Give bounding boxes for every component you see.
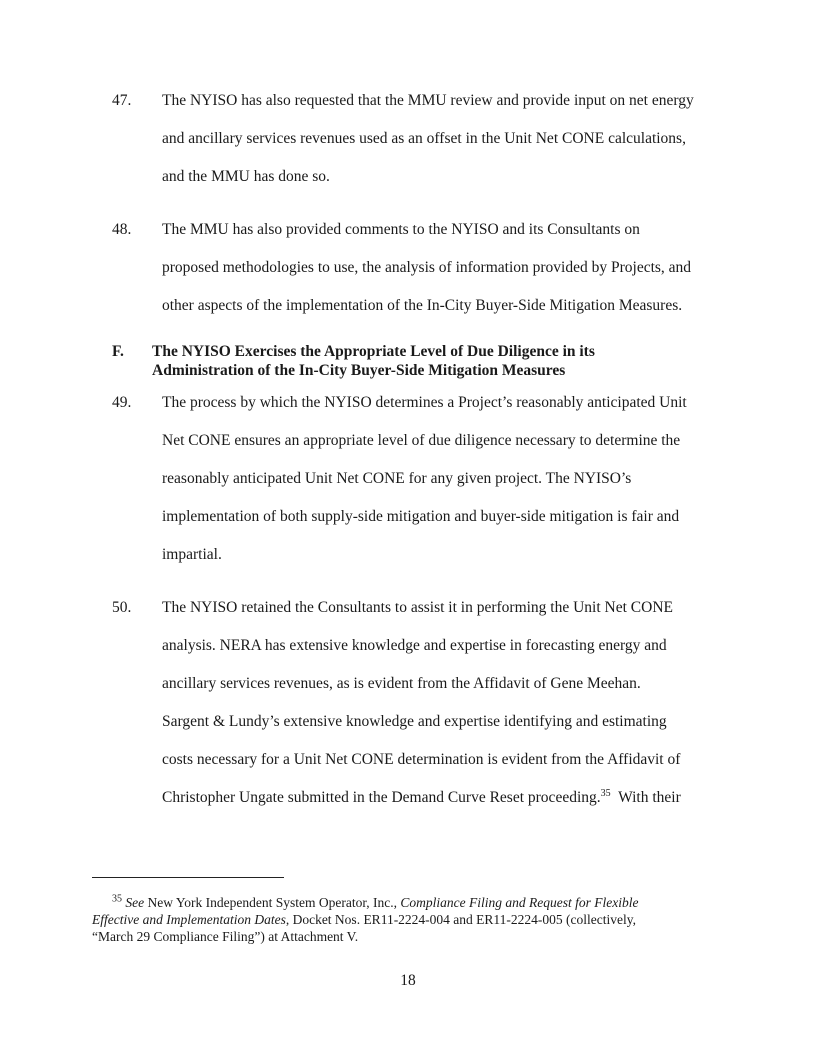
paragraph-line-text: Christopher Ungate submitted in the Demand Curve Reset proceeding.	[162, 789, 601, 806]
footnote-separator	[92, 877, 284, 878]
paragraph-line: and the MMU has done so.	[162, 168, 330, 185]
page-number: 18	[400, 972, 416, 989]
paragraph-line: reasonably anticipated Unit Net CONE for any given project. The NYISO’s	[162, 470, 632, 487]
paragraph-line: proposed methodologies to use, the analysis of information provided by Projects, and	[162, 259, 692, 276]
paragraph-number: 48.	[112, 221, 132, 238]
paragraph-line: The NYISO retained the Consultants to assist it in performing the Unit Net CONE	[162, 599, 673, 616]
footnote-text: , Docket Nos. ER11-2224-004 and ER11-2224-005 (collectively,	[285, 912, 637, 927]
footnote-line	[92, 894, 732, 911]
footnote-line	[92, 911, 732, 928]
paragraph-line: Net CONE ensures an appropriate level of due diligence necessary to determine the	[162, 432, 681, 449]
paragraph-number: 49.	[112, 394, 132, 411]
paragraph-line: other aspects of the implementation of the In-City Buyer-Side Mitigation Measures.	[162, 297, 683, 314]
paragraph-line: and ancillary services revenues used as an offset in the Unit Net CONE calculations,	[162, 130, 686, 147]
paragraph-line: The MMU has also provided comments to the NYISO and its Consultants on	[162, 221, 640, 238]
footnote-number: 35	[112, 893, 122, 905]
paragraph-number: 50.	[112, 599, 132, 616]
footnote-text: New York Independent System Operator, Inc.,	[144, 895, 401, 910]
section-letter: F.	[112, 343, 124, 360]
paragraph-line: analysis. NERA has extensive knowledge and expertise in forecasting energy and	[162, 637, 667, 654]
paragraph-line-text: With their	[610, 789, 681, 806]
footnote-35	[92, 894, 732, 945]
paragraph-line: The process by which the NYISO determines a Project’s reasonably anticipated Unit	[162, 394, 687, 411]
section-heading-line: The NYISO Exercises the Appropriate Level of Due Diligence in its	[152, 343, 595, 360]
footnote-citation-title: Compliance Filing and Request for Flexible	[400, 895, 639, 910]
paragraph-line: The NYISO has also requested that the MMU review and provide input on net energy	[162, 92, 694, 109]
paragraph-line: impartial.	[162, 546, 222, 563]
section-heading-line: Administration of the In-City Buyer-Side Mitigation Measures	[152, 362, 566, 379]
footnote-reference[interactable]: 35	[600, 787, 611, 799]
paragraph-line: ancillary services revenues, as is evident from the Affidavit of Gene Meehan.	[162, 675, 641, 692]
paragraph-line: implementation of both supply-side mitigation and buyer-side mitigation is fair and	[162, 508, 680, 525]
paragraph-line: Sargent & Lundy’s extensive knowledge and expertise identifying and estimating	[162, 713, 667, 730]
paragraph-line: costs necessary for a Unit Net CONE determination is evident from the Affidavit of	[162, 751, 681, 768]
paragraph-line	[162, 779, 681, 817]
footnote-line: “March 29 Compliance Filing”) at Attachment V.	[92, 929, 359, 944]
footnote-signal: See	[125, 895, 145, 910]
footnote-citation-title: Effective and Implementation Dates	[92, 912, 286, 927]
paragraph-number: 47.	[112, 92, 132, 109]
